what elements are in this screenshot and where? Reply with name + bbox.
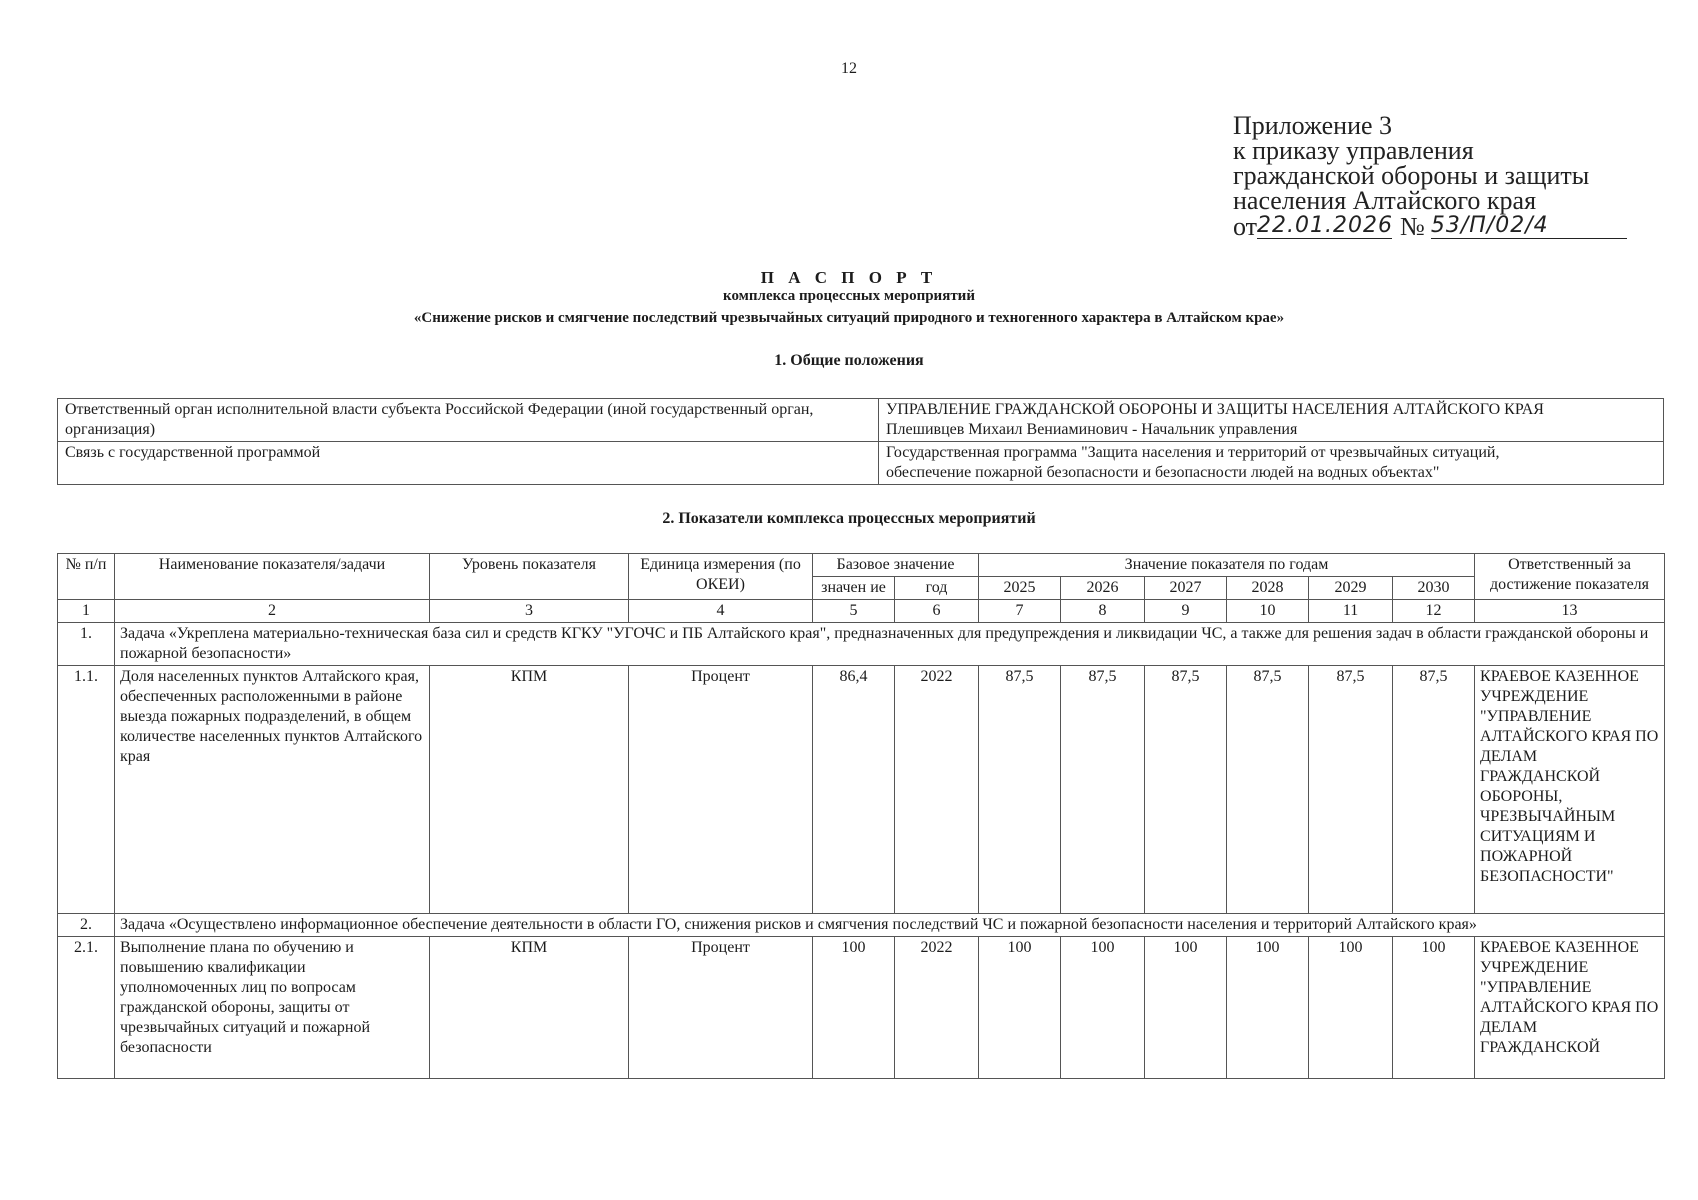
column-number: 13	[1475, 600, 1665, 623]
header-responsible: Ответственный за достижение показателя	[1475, 554, 1665, 600]
header-year: 2027	[1145, 577, 1227, 600]
indicator-unit: Процент	[629, 937, 813, 1079]
task-number: 1.	[58, 623, 115, 666]
table-row	[58, 442, 1664, 485]
program-link-label: Связь с государственной программой	[58, 442, 879, 485]
responsible-head: Плешивцев Михаил Вениаминович - Начальник управления	[886, 421, 1298, 438]
indicator-value: 87,5	[1393, 666, 1475, 914]
header-year: 2028	[1227, 577, 1309, 600]
appendix-line-4: населения Алтайского края	[1233, 186, 1537, 215]
column-number: 12	[1393, 600, 1475, 623]
indicator-value: 87,5	[1227, 666, 1309, 914]
indicator-base-value: 86,4	[813, 666, 895, 914]
ot-label: от	[1233, 212, 1258, 241]
column-number: 7	[979, 600, 1061, 623]
indicator-value: 100	[1227, 937, 1309, 1079]
passport-name: «Снижение рисков и смягчение последствий чрезвычайных ситуаций природного и техногенного характера в Алтайском крае»	[413, 310, 1285, 326]
header-level: Уровень показателя	[430, 554, 629, 600]
responsible-body-name: УПРАВЛЕНИЕ ГРАЖДАНСКОЙ ОБОРОНЫ И ЗАЩИТЫ НАСЕЛЕНИЯ АЛТАЙСКОГО КРАЯ	[886, 401, 1544, 418]
task-text: Задача «Осуществлено информационное обеспечение деятельности в области ГО, снижения рисков и смягчения последствий ЧС и пожарной безопасности населения и территорий Алтайского края»	[115, 914, 1665, 937]
responsible-body-label: Ответственный орган исполнительной власти субъекта Российской Федерации (иной государственный орган, организация)	[58, 399, 879, 442]
indicator-name: Доля населенных пунктов Алтайского края, обеспеченных расположенными в районе выезда пожарных подразделений, в общем количестве населенных пунктов Алтайского края	[115, 666, 430, 914]
indicator-base-year: 2022	[895, 937, 979, 1079]
header-year: 2025	[979, 577, 1061, 600]
indicator-base-year: 2022	[895, 666, 979, 914]
indicator-value: 87,5	[1309, 666, 1393, 914]
header-num: № п/п	[58, 554, 115, 600]
indicator-value: 100	[1145, 937, 1227, 1079]
indicator-number: 1.1.	[58, 666, 115, 914]
column-number: 5	[813, 600, 895, 623]
column-number: 1	[58, 600, 115, 623]
task-text: Задача «Укреплена материально-техническая база сил и средств КГКУ "УГОЧС и ПБ Алтайского края", предназначенных для предупреждения и ликвидации ЧС, а также для решения задач в области гражданской обороны и пожарной безопасности»	[115, 623, 1665, 666]
indicator-value: 87,5	[979, 666, 1061, 914]
task-row	[58, 623, 1665, 666]
program-link-value	[879, 442, 1664, 485]
column-number-row	[58, 600, 1665, 623]
indicator-value: 87,5	[1145, 666, 1227, 914]
column-number: 11	[1309, 600, 1393, 623]
column-number: 2	[115, 600, 430, 623]
program-name-line-1: Государственная программа "Защита населения и территорий от чрезвычайных ситуаций,	[886, 444, 1500, 461]
header-base: Базовое значение	[813, 554, 979, 577]
column-number: 3	[430, 600, 629, 623]
task-row	[58, 914, 1665, 937]
indicator-base-value: 100	[813, 937, 895, 1079]
appendix-line-3: гражданской обороны и защиты	[1233, 161, 1590, 190]
indicator-level: КПМ	[430, 666, 629, 914]
indicator-level: КПМ	[430, 937, 629, 1079]
handwritten-order-number: 53/П/02/4	[1431, 213, 1627, 239]
header-row	[58, 554, 1665, 577]
indicators-table	[57, 553, 1665, 1079]
responsible-body-value	[879, 399, 1664, 442]
order-date-number-line	[1233, 213, 1627, 239]
header-unit: Единица измерения (по ОКЕИ)	[629, 554, 813, 600]
header-year: 2029	[1309, 577, 1393, 600]
header-year: 2030	[1393, 577, 1475, 600]
indicator-number: 2.1.	[58, 937, 115, 1079]
header-base-year: год	[895, 577, 979, 600]
header-year: 2026	[1061, 577, 1145, 600]
indicator-responsible: КРАЕВОЕ КАЗЕННОЕ УЧРЕЖДЕНИЕ "УПРАВЛЕНИЕ АЛТАЙСКОГО КРАЯ ПО ДЕЛАМ ГРАЖДАНСКОЙ	[1475, 937, 1665, 1079]
program-name-line-2: обеспечение пожарной безопасности и безопасности людей на водных объектах"	[886, 464, 1440, 481]
section2-heading: 2. Показатели комплекса процессных мероприятий	[662, 510, 1036, 527]
indicator-name: Выполнение плана по обучению и повышению квалификации уполномоченных лиц по вопросам гражданской обороны, защиты от чрезвычайных ситуаций и пожарной безопасности	[115, 937, 430, 1079]
column-number: 4	[629, 600, 813, 623]
indicator-value: 100	[1061, 937, 1145, 1079]
indicator-value: 100	[979, 937, 1061, 1079]
general-provisions-table	[57, 398, 1664, 485]
header-name: Наименование показателя/задачи	[115, 554, 430, 600]
column-number: 10	[1227, 600, 1309, 623]
indicator-value: 87,5	[1061, 666, 1145, 914]
appendix-line-2: к приказу управления	[1233, 136, 1474, 165]
column-number: 9	[1145, 600, 1227, 623]
section1-heading: 1. Общие положения	[774, 352, 924, 369]
column-number: 6	[895, 600, 979, 623]
indicator-responsible: КРАЕВОЕ КАЗЕННОЕ УЧРЕЖДЕНИЕ "УПРАВЛЕНИЕ АЛТАЙСКОГО КРАЯ ПО ДЕЛАМ ГРАЖДАНСКОЙ ОБОРОНЫ, ЧРЕЗВЫЧАЙНЫМ СИТУАЦИЯМ И ПОЖАРНОЙ БЕЗОПАСНОСТИ"	[1475, 666, 1665, 914]
indicator-row	[58, 937, 1665, 1079]
passport-title: П А С П О Р Т	[760, 268, 938, 287]
indicator-unit: Процент	[629, 666, 813, 914]
table-row	[58, 399, 1664, 442]
header-base-value: значен ие	[813, 577, 895, 600]
passport-subtitle: комплекса процессных мероприятий	[723, 288, 975, 304]
number-label: №	[1400, 212, 1425, 241]
indicator-value: 100	[1309, 937, 1393, 1079]
indicator-value: 100	[1393, 937, 1475, 1079]
appendix-block	[1233, 113, 1627, 239]
page-number: 12	[841, 60, 857, 77]
appendix-line-1: Приложение 3	[1233, 111, 1393, 140]
indicator-row	[58, 666, 1665, 914]
header-by-years: Значение показателя по годам	[979, 554, 1475, 577]
handwritten-date: 22.01.2026	[1257, 213, 1393, 238]
column-number: 8	[1061, 600, 1145, 623]
task-number: 2.	[58, 914, 115, 937]
